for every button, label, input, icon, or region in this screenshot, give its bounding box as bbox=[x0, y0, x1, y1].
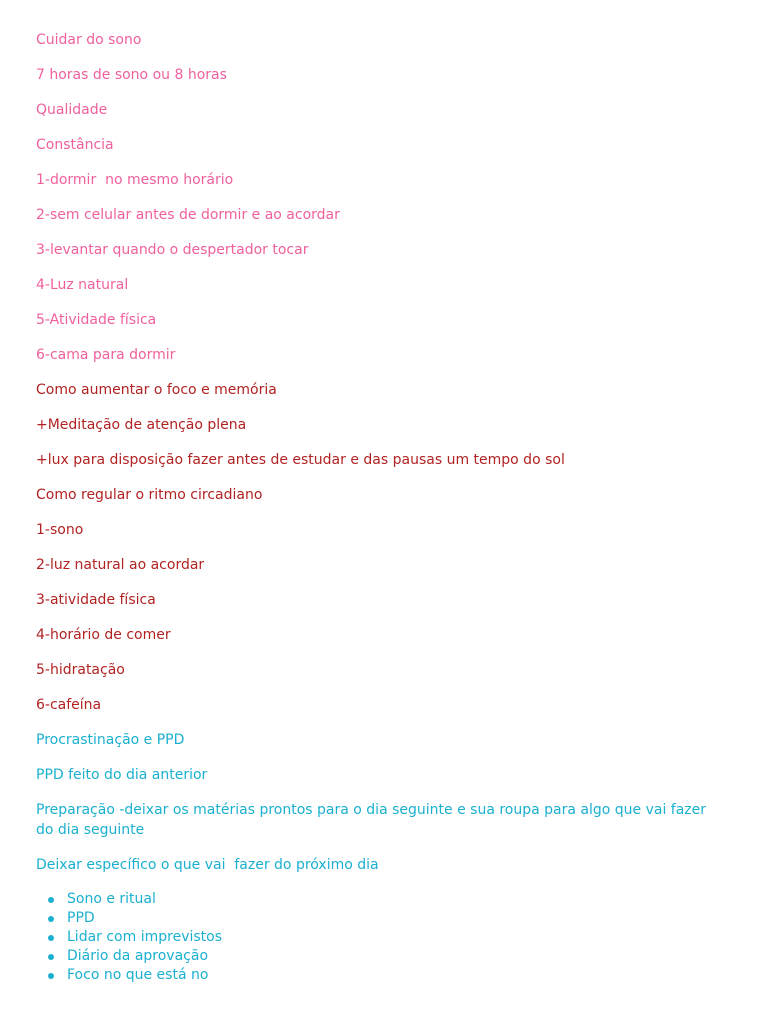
bullet-icon bbox=[48, 897, 54, 903]
list-item bbox=[48, 909, 726, 928]
list-item bbox=[48, 928, 726, 947]
sleep-line-constancy: Constância bbox=[36, 137, 114, 153]
sleep-line-no-phone: 2-sem celular antes de dormir e ao acordar bbox=[36, 207, 340, 223]
sleep-line-exercise: 5-Atividade física bbox=[36, 312, 157, 328]
procrastination-line-ppd: PPD feito do dia anterior bbox=[36, 767, 208, 783]
sleep-line-hours: 7 horas de sono ou 8 horas bbox=[36, 67, 227, 83]
focus-line-meditation: +Meditação de atenção plena bbox=[36, 417, 247, 433]
focus-title: Como aumentar o foco e memória bbox=[36, 382, 277, 398]
sleep-line-alarm: 3-levantar quando o despertador tocar bbox=[36, 242, 309, 258]
list-item-text: Lidar com imprevistos bbox=[67, 929, 223, 945]
document-body bbox=[36, 30, 726, 985]
list-item bbox=[48, 966, 726, 985]
list-item-text: Sono e ritual bbox=[67, 891, 156, 907]
focus-line-lux: +lux para disposição fazer antes de estudar e das pausas um tempo do sol bbox=[36, 452, 565, 468]
list-item bbox=[48, 890, 726, 909]
circadian-line-light: 2-luz natural ao acordar bbox=[36, 557, 205, 573]
circadian-line-caffeine: 6-cafeína bbox=[36, 697, 102, 713]
list-item-text: Diário da aprovação bbox=[67, 948, 209, 964]
sleep-line-same-time: 1-dormir no mesmo horário bbox=[36, 172, 234, 188]
sleep-title: Cuidar do sono bbox=[36, 32, 142, 48]
circadian-line-meal-time: 4-horário de comer bbox=[36, 627, 171, 643]
procrastination-title: Procrastinação e PPD bbox=[36, 732, 185, 748]
circadian-title: Como regular o ritmo circadiano bbox=[36, 487, 263, 503]
bullet-icon bbox=[48, 973, 54, 979]
sleep-line-natural-light: 4-Luz natural bbox=[36, 277, 129, 293]
bullet-icon bbox=[48, 935, 54, 941]
circadian-line-hydration: 5-hidratação bbox=[36, 662, 125, 678]
procrastination-line-preparation: Preparação -deixar os matérias prontos para o dia seguinte e sua roupa para algo que vai fazer do dia seguinte bbox=[36, 802, 711, 838]
list-item bbox=[48, 947, 726, 966]
circadian-line-exercise: 3-atividade física bbox=[36, 592, 156, 608]
bullet-icon bbox=[48, 916, 54, 922]
list-item-text: PPD bbox=[67, 910, 95, 926]
circadian-line-sleep: 1-sono bbox=[36, 522, 84, 538]
procrastination-line-specific: Deixar específico o que vai fazer do próximo dia bbox=[36, 857, 379, 873]
procrastination-bullet-list bbox=[36, 890, 726, 985]
sleep-line-bed: 6-cama para dormir bbox=[36, 347, 176, 363]
bullet-icon bbox=[48, 954, 54, 960]
sleep-line-quality: Qualidade bbox=[36, 102, 108, 118]
list-item-text: Foco no que está no bbox=[67, 967, 209, 983]
